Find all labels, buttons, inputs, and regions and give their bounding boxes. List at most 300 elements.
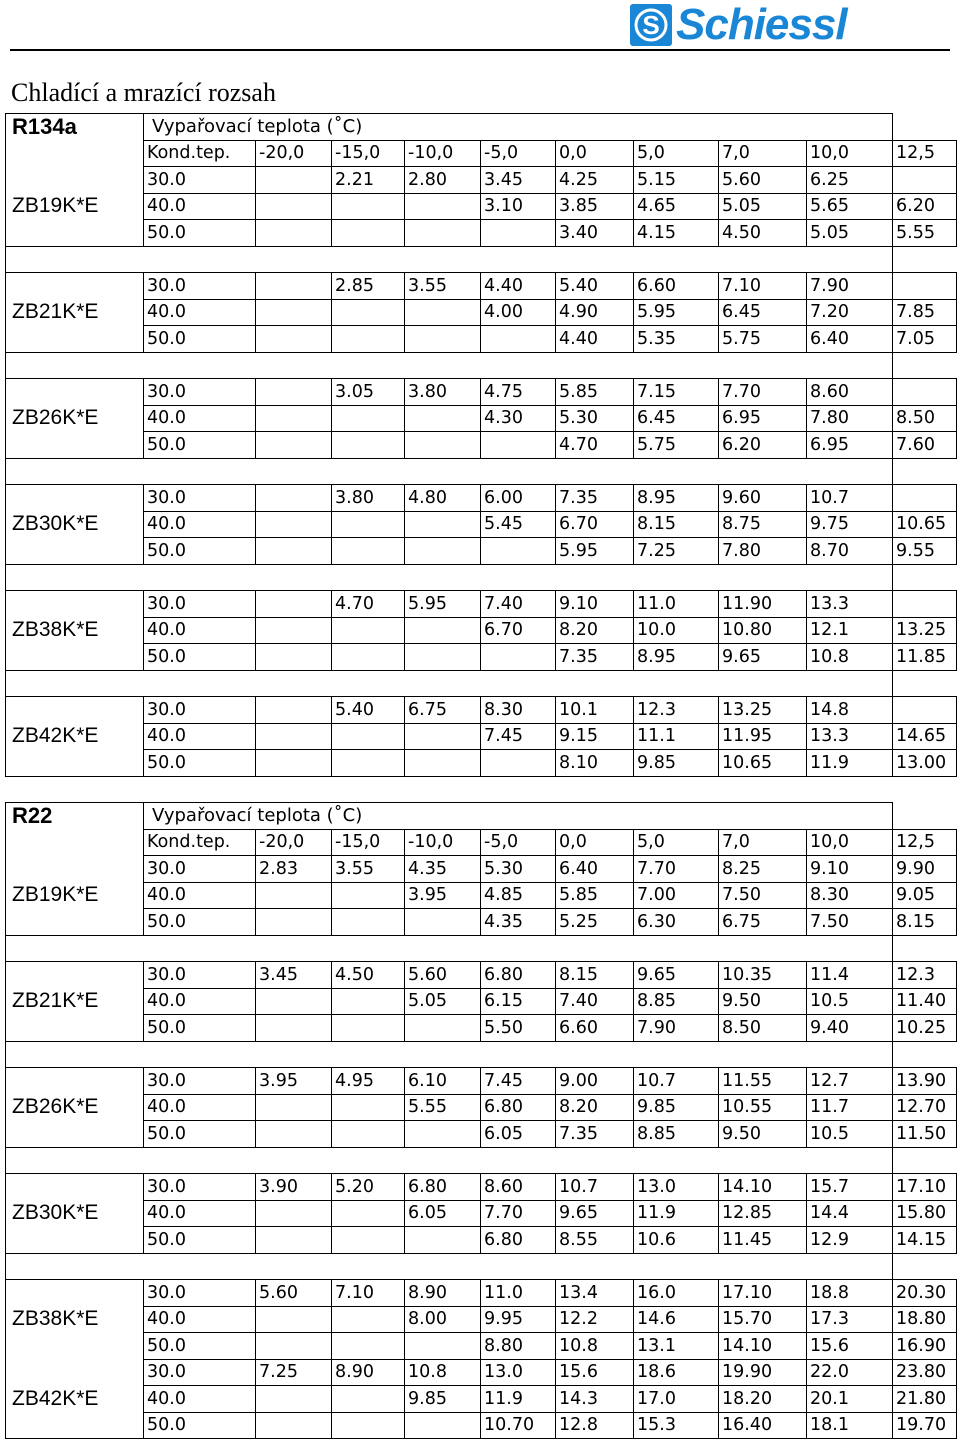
capacity-cell — [256, 538, 332, 565]
spacer-cell — [6, 352, 893, 379]
capacity-cell: 7.60 — [893, 432, 957, 459]
page-title: Chladící a mrazící rozsah — [11, 78, 276, 107]
capacity-cell — [256, 591, 332, 618]
table-row — [6, 167, 957, 194]
capacity-cell: 8.20 — [556, 617, 634, 644]
capacity-cell: 11.90 — [719, 591, 807, 618]
model-name: ZB42K*E — [6, 1386, 144, 1413]
model-cell-blank — [6, 432, 144, 459]
capacity-cell: 7.45 — [481, 1068, 556, 1095]
evaporating-temp-label: Vypařovací teplota (˚C) — [144, 114, 893, 141]
condensing-temp-cell: 30.0 — [144, 379, 256, 406]
model-name: ZB30K*E — [6, 1200, 144, 1227]
capacity-cell: 5.05 — [719, 193, 807, 220]
table-row — [6, 697, 957, 724]
capacity-cell: 3.45 — [256, 962, 332, 989]
capacity-cell: 8.00 — [405, 1306, 481, 1333]
capacity-cell: 7.25 — [634, 538, 719, 565]
capacity-cell — [256, 432, 332, 459]
capacity-cell: 16.0 — [634, 1280, 719, 1307]
capacity-cell: 13.3 — [807, 591, 893, 618]
capacity-cell: 5.40 — [332, 697, 405, 724]
capacity-cell: 10.8 — [405, 1359, 481, 1386]
capacity-cell: 5.30 — [481, 856, 556, 883]
condensing-temp-cell: 30.0 — [144, 591, 256, 618]
capacity-cell: 2.85 — [332, 273, 405, 300]
model-cell-blank — [6, 167, 144, 194]
model-cell-blank — [6, 962, 144, 989]
capacity-cell: 8.55 — [556, 1227, 634, 1254]
capacity-cell: 6.15 — [481, 988, 556, 1015]
capacity-cell: 4.40 — [481, 273, 556, 300]
capacity-cell: 6.05 — [481, 1121, 556, 1148]
capacity-cell: 14.3 — [556, 1386, 634, 1413]
capacity-cell: 11.1 — [634, 723, 719, 750]
capacity-cell: 6.70 — [481, 617, 556, 644]
capacity-cell — [256, 988, 332, 1015]
capacity-cell: 11.45 — [719, 1227, 807, 1254]
condensing-temp-cell: 50.0 — [144, 909, 256, 936]
capacity-cell — [481, 220, 556, 247]
spacer-cell — [6, 564, 893, 591]
capacity-cell — [332, 1333, 405, 1360]
model-cell-blank — [6, 538, 144, 565]
capacity-cell — [405, 644, 481, 671]
capacity-cell: 3.10 — [481, 193, 556, 220]
model-cell-blank — [6, 829, 144, 856]
capacity-cell: 7.00 — [634, 882, 719, 909]
capacity-cell: 5.30 — [556, 405, 634, 432]
spacer-row — [6, 670, 957, 697]
capacity-cell: 7.10 — [719, 273, 807, 300]
column-header: -5,0 — [481, 140, 556, 167]
capacity-cell: 7.80 — [719, 538, 807, 565]
table-row — [6, 405, 957, 432]
capacity-cell: 15.7 — [807, 1174, 893, 1201]
model-name: ZB26K*E — [6, 405, 144, 432]
capacity-cell: 5.95 — [556, 538, 634, 565]
capacity-cell — [405, 326, 481, 353]
capacity-cell: 18.20 — [719, 1386, 807, 1413]
spacer-row — [6, 935, 957, 962]
table-row — [6, 379, 957, 406]
capacity-cell: 10.35 — [719, 962, 807, 989]
capacity-cell: 12.7 — [807, 1068, 893, 1095]
capacity-cell: 4.15 — [634, 220, 719, 247]
capacity-cell — [332, 750, 405, 777]
capacity-cell: 6.95 — [719, 405, 807, 432]
table-row — [6, 1068, 957, 1095]
table-row — [6, 882, 957, 909]
capacity-cell: 11.7 — [807, 1094, 893, 1121]
capacity-cell — [405, 405, 481, 432]
capacity-cell: 8.50 — [719, 1015, 807, 1042]
capacity-cell: 10.6 — [634, 1227, 719, 1254]
table-row — [6, 1280, 957, 1307]
table-row — [6, 1015, 957, 1042]
capacity-cell: 4.35 — [405, 856, 481, 883]
column-header: 12,5 — [893, 829, 957, 856]
condensing-temp-cell: 40.0 — [144, 1386, 256, 1413]
condensing-temp-cell: 40.0 — [144, 511, 256, 538]
capacity-cell: 22.0 — [807, 1359, 893, 1386]
capacity-cell: 3.90 — [256, 1174, 332, 1201]
capacity-cell: 10.65 — [893, 511, 957, 538]
model-cell-blank — [6, 273, 144, 300]
capacity-cell: 12.85 — [719, 1200, 807, 1227]
condensing-temp-cell: 50.0 — [144, 538, 256, 565]
capacity-cell — [405, 1015, 481, 1042]
condensing-temp-cell: 50.0 — [144, 1227, 256, 1254]
capacity-cell — [332, 1015, 405, 1042]
capacity-cell: 9.95 — [481, 1306, 556, 1333]
capacity-cell — [405, 909, 481, 936]
capacity-cell: 7.40 — [481, 591, 556, 618]
table-row — [6, 1306, 957, 1333]
capacity-cell: 12.3 — [634, 697, 719, 724]
capacity-cell: 4.25 — [556, 167, 634, 194]
table-row — [6, 617, 957, 644]
capacity-cell: 19.90 — [719, 1359, 807, 1386]
model-name: ZB19K*E — [6, 882, 144, 909]
capacity-cell: 7.70 — [481, 1200, 556, 1227]
condensing-temp-cell: 30.0 — [144, 167, 256, 194]
capacity-cell: 3.45 — [481, 167, 556, 194]
model-name: ZB38K*E — [6, 617, 144, 644]
capacity-cell: 17.10 — [893, 1174, 957, 1201]
table-row — [6, 1227, 957, 1254]
capacity-cell: 11.55 — [719, 1068, 807, 1095]
capacity-cell: 11.0 — [634, 591, 719, 618]
capacity-cell: 8.85 — [634, 1121, 719, 1148]
model-cell-blank — [6, 326, 144, 353]
capacity-cell: 10.80 — [719, 617, 807, 644]
capacity-cell — [332, 1306, 405, 1333]
capacity-cell: 9.10 — [807, 856, 893, 883]
capacity-cell: 4.90 — [556, 299, 634, 326]
capacity-cell: 6.40 — [556, 856, 634, 883]
capacity-cell: 5.55 — [893, 220, 957, 247]
column-header: 10,0 — [807, 829, 893, 856]
capacity-cell: 5.75 — [634, 432, 719, 459]
capacity-cell: 8.25 — [719, 856, 807, 883]
spacer-cell — [6, 246, 893, 273]
capacity-cell: 4.95 — [332, 1068, 405, 1095]
condensing-temp-cell: 50.0 — [144, 1015, 256, 1042]
spacer-cell — [6, 1041, 893, 1068]
capacity-cell — [332, 617, 405, 644]
condensing-temp-cell: 50.0 — [144, 1121, 256, 1148]
condensing-temp-cell: 40.0 — [144, 882, 256, 909]
model-cell-blank — [6, 1412, 144, 1439]
capacity-cell: 3.85 — [556, 193, 634, 220]
condensing-temp-cell: 30.0 — [144, 273, 256, 300]
model-cell-blank — [6, 1359, 144, 1386]
capacity-cell: 3.55 — [332, 856, 405, 883]
evaporating-temp-label: Vypařovací teplota (˚C) — [144, 803, 893, 830]
table-row — [6, 1359, 957, 1386]
table-row — [6, 326, 957, 353]
capacity-cell: 7.70 — [719, 379, 807, 406]
capacity-cell: 6.05 — [405, 1200, 481, 1227]
capacity-cell: 4.30 — [481, 405, 556, 432]
condensing-temp-cell: 40.0 — [144, 723, 256, 750]
capacity-cell — [332, 988, 405, 1015]
capacity-cell: 8.15 — [893, 909, 957, 936]
capacity-cell: 6.75 — [719, 909, 807, 936]
condensing-temp-cell: 50.0 — [144, 432, 256, 459]
capacity-cell: 16.90 — [893, 1333, 957, 1360]
capacity-cell: 14.6 — [634, 1306, 719, 1333]
model-cell-blank — [6, 1015, 144, 1042]
capacity-cell — [256, 379, 332, 406]
refrigerant-label: R134a — [6, 114, 144, 141]
model-name: ZB19K*E — [6, 193, 144, 220]
capacity-cell: 3.95 — [256, 1068, 332, 1095]
table-row — [6, 856, 957, 883]
capacity-cell: 20.30 — [893, 1280, 957, 1307]
capacity-cell: 5.60 — [405, 962, 481, 989]
capacity-cell: 4.00 — [481, 299, 556, 326]
capacity-cell: 7.90 — [807, 273, 893, 300]
table-row — [6, 962, 957, 989]
capacity-cell: 11.9 — [481, 1386, 556, 1413]
capacity-cell: 8.30 — [481, 697, 556, 724]
capacity-cell: 4.50 — [332, 962, 405, 989]
capacity-cell: 7.90 — [634, 1015, 719, 1042]
capacity-cell: 13.1 — [634, 1333, 719, 1360]
capacity-cell: 8.75 — [719, 511, 807, 538]
capacity-cell — [893, 485, 957, 512]
condensing-temp-cell: 40.0 — [144, 1200, 256, 1227]
condensing-temp-cell: 40.0 — [144, 193, 256, 220]
capacity-cell: 9.40 — [807, 1015, 893, 1042]
condensing-temp-cell: 40.0 — [144, 988, 256, 1015]
capacity-cell: 12.8 — [556, 1412, 634, 1439]
column-header-row — [6, 829, 957, 856]
capacity-cell: 18.80 — [893, 1306, 957, 1333]
capacity-cell: 13.00 — [893, 750, 957, 777]
model-cell-blank — [6, 750, 144, 777]
column-header: 0,0 — [556, 140, 634, 167]
capacity-cell: 15.6 — [807, 1333, 893, 1360]
capacity-cell — [405, 220, 481, 247]
capacity-cell: 8.20 — [556, 1094, 634, 1121]
spacer-row — [6, 1253, 957, 1280]
capacity-cell — [256, 697, 332, 724]
capacity-cell: 8.90 — [405, 1280, 481, 1307]
capacity-cell — [332, 1121, 405, 1148]
capacity-cell: 6.60 — [556, 1015, 634, 1042]
model-cell-blank — [6, 1280, 144, 1307]
capacity-cell: 2.83 — [256, 856, 332, 883]
table-row — [6, 1174, 957, 1201]
capacity-cell — [256, 485, 332, 512]
capacity-cell — [405, 723, 481, 750]
model-cell-blank — [6, 140, 144, 167]
capacity-cell: 14.8 — [807, 697, 893, 724]
spacer-row — [6, 564, 957, 591]
capacity-cell: 9.50 — [719, 1121, 807, 1148]
capacity-cell: 10.8 — [556, 1333, 634, 1360]
column-header: -10,0 — [405, 140, 481, 167]
model-cell-blank — [6, 1121, 144, 1148]
capacity-cell: 8.30 — [807, 882, 893, 909]
model-cell-blank — [6, 485, 144, 512]
capacity-cell — [405, 1333, 481, 1360]
capacity-cell: 6.80 — [481, 1094, 556, 1121]
capacity-cell: 9.00 — [556, 1068, 634, 1095]
model-name: ZB21K*E — [6, 299, 144, 326]
capacity-cell: 7.25 — [256, 1359, 332, 1386]
capacity-cell: 6.80 — [405, 1174, 481, 1201]
capacity-cell: 5.65 — [807, 193, 893, 220]
capacity-cell: 5.20 — [332, 1174, 405, 1201]
spacer-row — [6, 1041, 957, 1068]
capacity-cell — [256, 750, 332, 777]
model-cell-blank — [6, 1174, 144, 1201]
capacity-cell: 15.6 — [556, 1359, 634, 1386]
capacity-cell: 13.3 — [807, 723, 893, 750]
column-header: 7,0 — [719, 140, 807, 167]
capacity-cell: 7.80 — [807, 405, 893, 432]
capacity-cell: 3.80 — [332, 485, 405, 512]
capacity-cell: 8.15 — [634, 511, 719, 538]
column-header: 5,0 — [634, 140, 719, 167]
capacity-cell: 6.95 — [807, 432, 893, 459]
table-row — [6, 432, 957, 459]
capacity-cell: 10.65 — [719, 750, 807, 777]
condensing-temp-cell: 40.0 — [144, 299, 256, 326]
capacity-cell: 6.45 — [634, 405, 719, 432]
capacity-cell: 10.5 — [807, 1121, 893, 1148]
capacity-cell: 10.5 — [807, 988, 893, 1015]
capacity-cell: 9.10 — [556, 591, 634, 618]
capacity-cell: 6.80 — [481, 1227, 556, 1254]
capacity-cell: 13.4 — [556, 1280, 634, 1307]
capacity-cell: 10.70 — [481, 1412, 556, 1439]
capacity-cell — [332, 193, 405, 220]
condensing-temp-cell: 50.0 — [144, 1333, 256, 1360]
spacer-cell — [6, 458, 893, 485]
capacity-cell: 4.35 — [481, 909, 556, 936]
capacity-cell — [405, 193, 481, 220]
capacity-cell: 9.15 — [556, 723, 634, 750]
capacity-cell — [405, 432, 481, 459]
capacity-cell — [332, 405, 405, 432]
table-row — [6, 1386, 957, 1413]
capacity-cell: 6.10 — [405, 1068, 481, 1095]
table-row — [6, 1200, 957, 1227]
capacity-cell: 10.7 — [807, 485, 893, 512]
capacity-cell: 14.10 — [719, 1174, 807, 1201]
capacity-cell: 10.1 — [556, 697, 634, 724]
condensing-temp-cell: 30.0 — [144, 1280, 256, 1307]
capacity-cell: 9.60 — [719, 485, 807, 512]
capacity-cell: 5.35 — [634, 326, 719, 353]
capacity-cell: 11.0 — [481, 1280, 556, 1307]
column-header: -15,0 — [332, 140, 405, 167]
capacity-cell: 9.75 — [807, 511, 893, 538]
capacity-cell — [405, 299, 481, 326]
capacity-cell: 14.65 — [893, 723, 957, 750]
capacity-cell: 9.85 — [634, 750, 719, 777]
table-row — [6, 1121, 957, 1148]
capacity-cell — [405, 511, 481, 538]
capacity-cell: 6.45 — [719, 299, 807, 326]
capacity-cell — [332, 723, 405, 750]
capacity-cell — [256, 1306, 332, 1333]
capacity-cell: 9.65 — [634, 962, 719, 989]
capacity-cell — [405, 617, 481, 644]
table-row — [6, 644, 957, 671]
capacity-cell: 12.2 — [556, 1306, 634, 1333]
capacity-cell — [893, 167, 957, 194]
spacer-row — [6, 1147, 957, 1174]
capacity-cell — [332, 220, 405, 247]
capacity-cell — [256, 220, 332, 247]
capacity-cell: 3.55 — [405, 273, 481, 300]
capacity-cell — [405, 1227, 481, 1254]
capacity-cell — [481, 432, 556, 459]
capacity-cell: 17.0 — [634, 1386, 719, 1413]
capacity-cell: 5.05 — [405, 988, 481, 1015]
capacity-cell: 9.90 — [893, 856, 957, 883]
capacity-cell — [332, 1386, 405, 1413]
capacity-cell: 4.70 — [556, 432, 634, 459]
svg-text:S: S — [642, 10, 660, 40]
capacity-cell: 12.9 — [807, 1227, 893, 1254]
capacity-cell: 10.0 — [634, 617, 719, 644]
schiessl-s-logo-icon — [630, 4, 672, 46]
table-row — [6, 723, 957, 750]
capacity-cell: 2.80 — [405, 167, 481, 194]
capacity-cell: 13.0 — [481, 1359, 556, 1386]
capacity-cell — [893, 591, 957, 618]
capacity-cell: 5.95 — [634, 299, 719, 326]
capacity-cell: 11.4 — [807, 962, 893, 989]
capacity-cell: 6.25 — [807, 167, 893, 194]
capacity-cell: 7.85 — [893, 299, 957, 326]
condensing-temp-cell: 30.0 — [144, 856, 256, 883]
table-row — [6, 220, 957, 247]
model-cell-blank — [6, 591, 144, 618]
table-row — [6, 909, 957, 936]
capacity-cell: 14.10 — [719, 1333, 807, 1360]
column-header: -20,0 — [256, 829, 332, 856]
model-cell-blank — [6, 1068, 144, 1095]
capacity-cell: 3.40 — [556, 220, 634, 247]
capacity-cell — [256, 1121, 332, 1148]
capacity-cell: 20.1 — [807, 1386, 893, 1413]
condensing-temp-cell: 40.0 — [144, 617, 256, 644]
column-header: Kond.tep. — [144, 829, 256, 856]
capacity-cell: 7.35 — [556, 644, 634, 671]
table-row — [6, 1412, 957, 1439]
capacity-cell: 6.20 — [719, 432, 807, 459]
capacity-cell: 6.00 — [481, 485, 556, 512]
capacity-cell: 8.90 — [332, 1359, 405, 1386]
condensing-temp-cell: 30.0 — [144, 485, 256, 512]
spacer-row — [6, 352, 957, 379]
capacity-cell: 7.45 — [481, 723, 556, 750]
capacity-cell: 12.1 — [807, 617, 893, 644]
capacity-cell: 9.50 — [719, 988, 807, 1015]
table-row — [6, 511, 957, 538]
capacity-cell: 15.3 — [634, 1412, 719, 1439]
capacity-cell: 5.25 — [556, 909, 634, 936]
capacity-cell — [893, 273, 957, 300]
